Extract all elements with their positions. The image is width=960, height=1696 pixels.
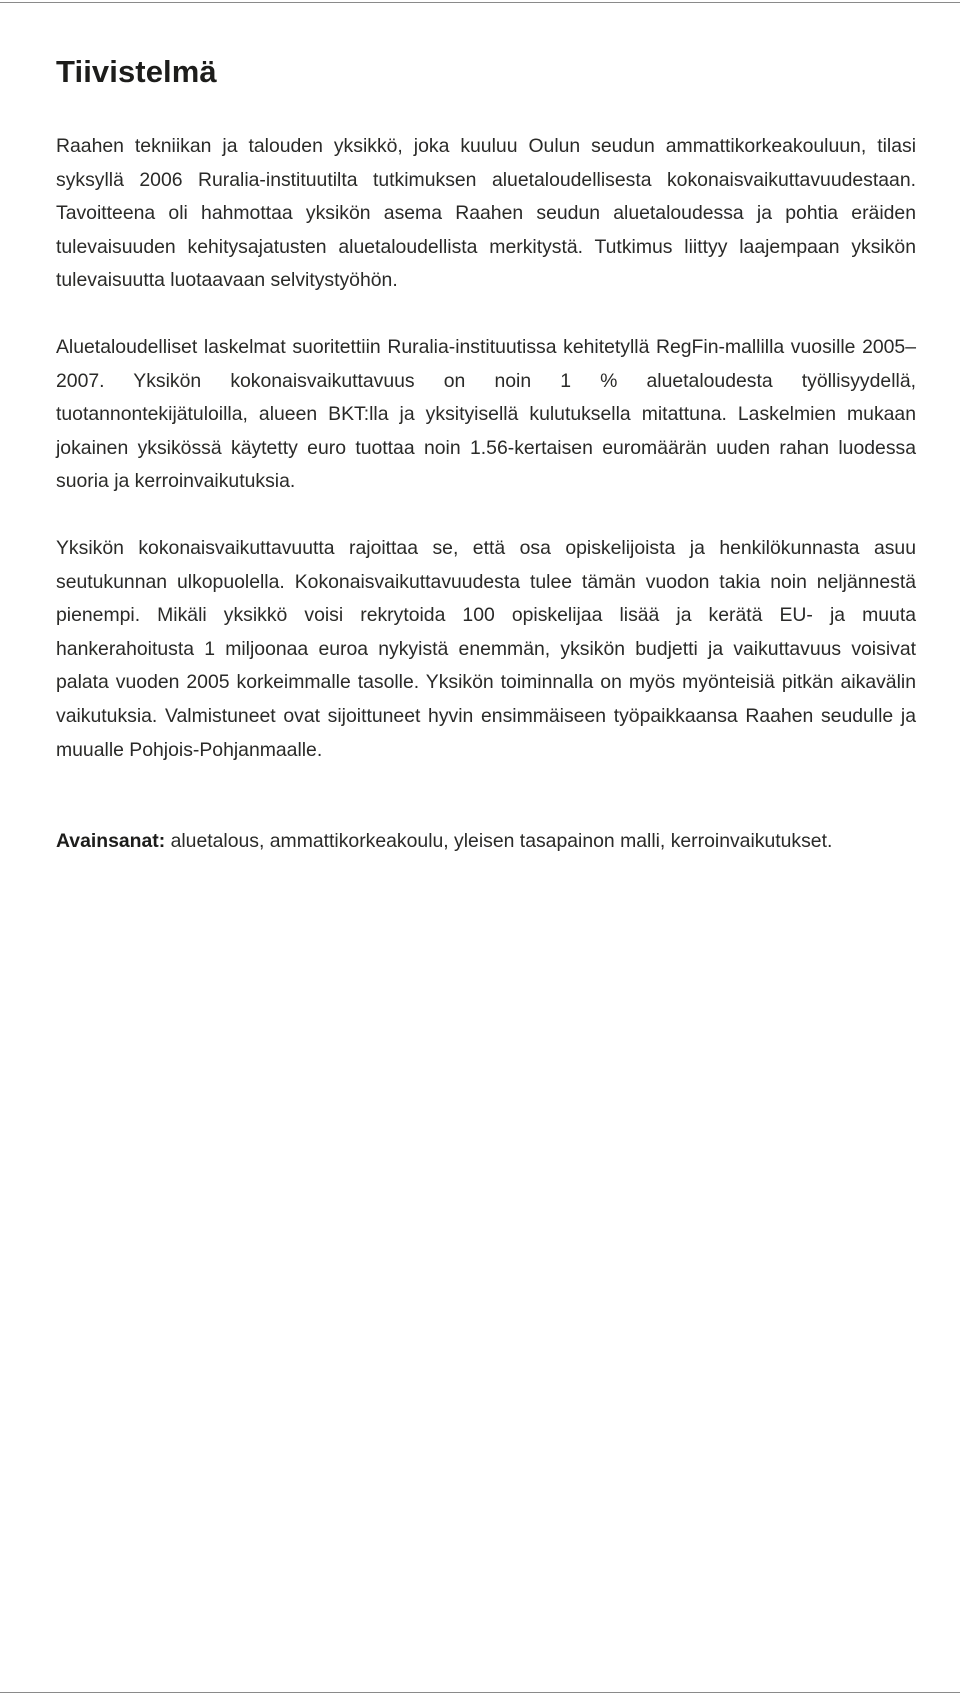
paragraph-1: Raahen tekniikan ja talouden yksikkö, joka kuuluu Oulun seudun ammattikorkeakouluun, tilasi syksyllä 2006 Ruralia-instituutilta tutkimuksen aluetaloudellisesta kokonaisvaikuttavuudestaan. Tavoitteena oli hahmottaa yksikön asema Raahen seudun aluetaloudessa ja pohtia eräiden tulevaisuuden kehitysajatusten aluetaloudellista merkitystä. Tutkimus liittyy laajempaan yksikön tulevaisuutta luotaavaan selvitystyöhön. (56, 135, 916, 292)
keywords-text: aluetalous, ammattikorkeakoulu, yleisen tasapainon malli, kerroinvaikutukset. (165, 830, 833, 853)
page-title: Tiivistelmä (56, 54, 217, 89)
paragraph-2: Aluetaloudelliset laskelmat suoritettiin Ruralia-instituutissa kehitetyllä RegFin-mallilla vuosille 2005–2007. Yksikön kokonaisvaikuttavuus on noin 1 % aluetaloudesta työllisyydellä, tuotannontekijätuloilla, alueen BKT:lla ja yksityisellä kulutuksella mitattuna. Laskelmien mukaan jokainen yksikössä käytetty euro tuottaa noin 1.56-kertaisen euromäärän uuden rahan luodessa suoria ja kerroinvaikutuksia. (56, 335, 916, 493)
top-rule (0, 2, 960, 3)
paragraph-3: Yksikön kokonaisvaikuttavuutta rajoittaa se, että osa opiskelijoista ja henkilökunnasta asuu seutukunnan ulkopuolella. Kokonaisvaikuttavuudesta tulee tämän vuodon takia noin neljännestä pienempi. Mikäli yksikkö voisi rekrytoida 100 opiskelijaa lisää ja kerätä EU- ja muuta hankerahoitusta 1 miljoonaa euroa nykyistä enemmän, yksikön budjetti ja vaikuttavuus voisivat palata vuoden 2005 korkeimmalle tasolle. Yksikön toiminnalla on myös myönteisiä pitkän aikavälin vaikutuksia. Valmistuneet ovat sijoittuneet hyvin ensimmäiseen työpaikkaansa Raahen seudulle ja muualle Pohjois-Pohjanmaalle. (56, 536, 916, 761)
bottom-rule (0, 1692, 960, 1693)
abstract-page (56, 48, 916, 859)
keywords-line (56, 825, 916, 859)
keywords-label: Avainsanat: (56, 830, 166, 853)
